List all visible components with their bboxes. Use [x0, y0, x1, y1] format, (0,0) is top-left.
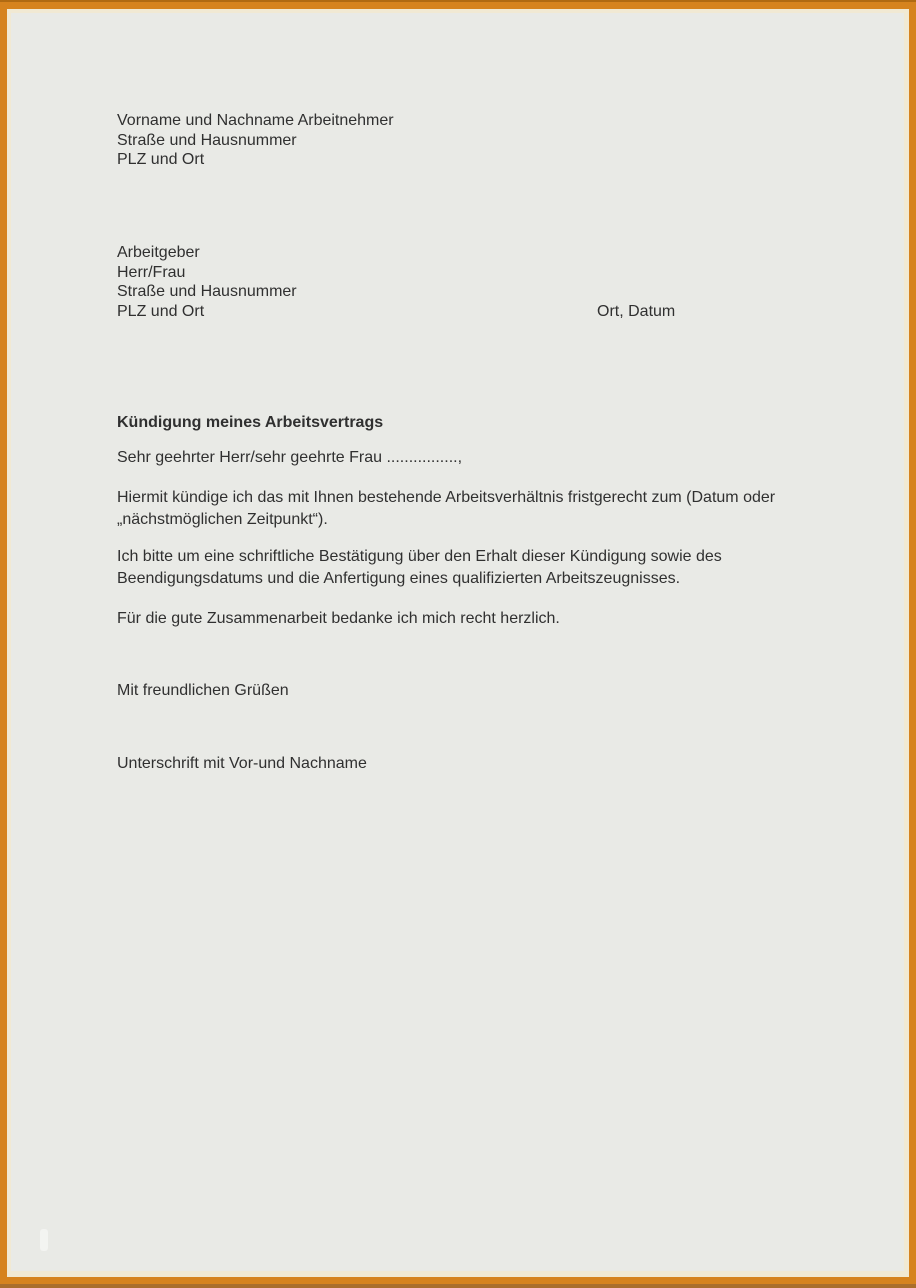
subject-line: Kündigung meines Arbeitsvertrags — [117, 414, 384, 431]
recipient-street-line: Straße und Hausnummer — [117, 283, 297, 300]
recipient-company-line: Arbeitgeber — [117, 244, 200, 261]
salutation-line: Sehr geehrter Herr/sehr geehrte Frau ................, — [117, 449, 463, 466]
paragraph-thanks — [117, 608, 560, 630]
page-inner-frame — [7, 9, 909, 1277]
paragraph-line: Für die gute Zusammenarbeit bedanke ich mich recht herzlich. — [117, 610, 560, 627]
paragraph-confirmation-request — [117, 546, 722, 590]
letter-content — [11, 13, 904, 1271]
scan-artifact — [40, 1229, 48, 1251]
sender-name-line: Vorname und Nachname Arbeitnehmer — [117, 112, 394, 129]
sender-address-block — [117, 111, 394, 170]
paragraph-termination — [117, 487, 775, 531]
signature-placeholder-line: Unterschrift mit Vor-und Nachname — [117, 755, 367, 772]
paragraph-line: Hiermit kündige ich das mit Ihnen bestehende Arbeitsverhältnis fristgerecht zum (Datum oder — [117, 489, 776, 506]
recipient-salutation-line: Herr/Frau — [117, 263, 186, 281]
sender-city-line: PLZ und Ort — [117, 151, 205, 168]
recipient-city-line: PLZ und Ort — [117, 302, 205, 320]
closing-line: Mit freundlichen Grüßen — [117, 682, 289, 699]
paragraph-line: „nächstmöglichen Zeitpunkt“). — [117, 511, 328, 528]
recipient-address-block — [117, 243, 676, 321]
place-date: Ort, Datum — [597, 302, 676, 320]
paragraph-line: Beendigungsdatums und die Anfertigung eines qualifizierten Arbeitszeugnisses. — [117, 570, 681, 587]
sender-street-line: Straße und Hausnummer — [117, 131, 297, 149]
paragraph-line: Ich bitte um eine schriftliche Bestätigung über den Erhalt dieser Kündigung sowie des — [117, 548, 722, 565]
